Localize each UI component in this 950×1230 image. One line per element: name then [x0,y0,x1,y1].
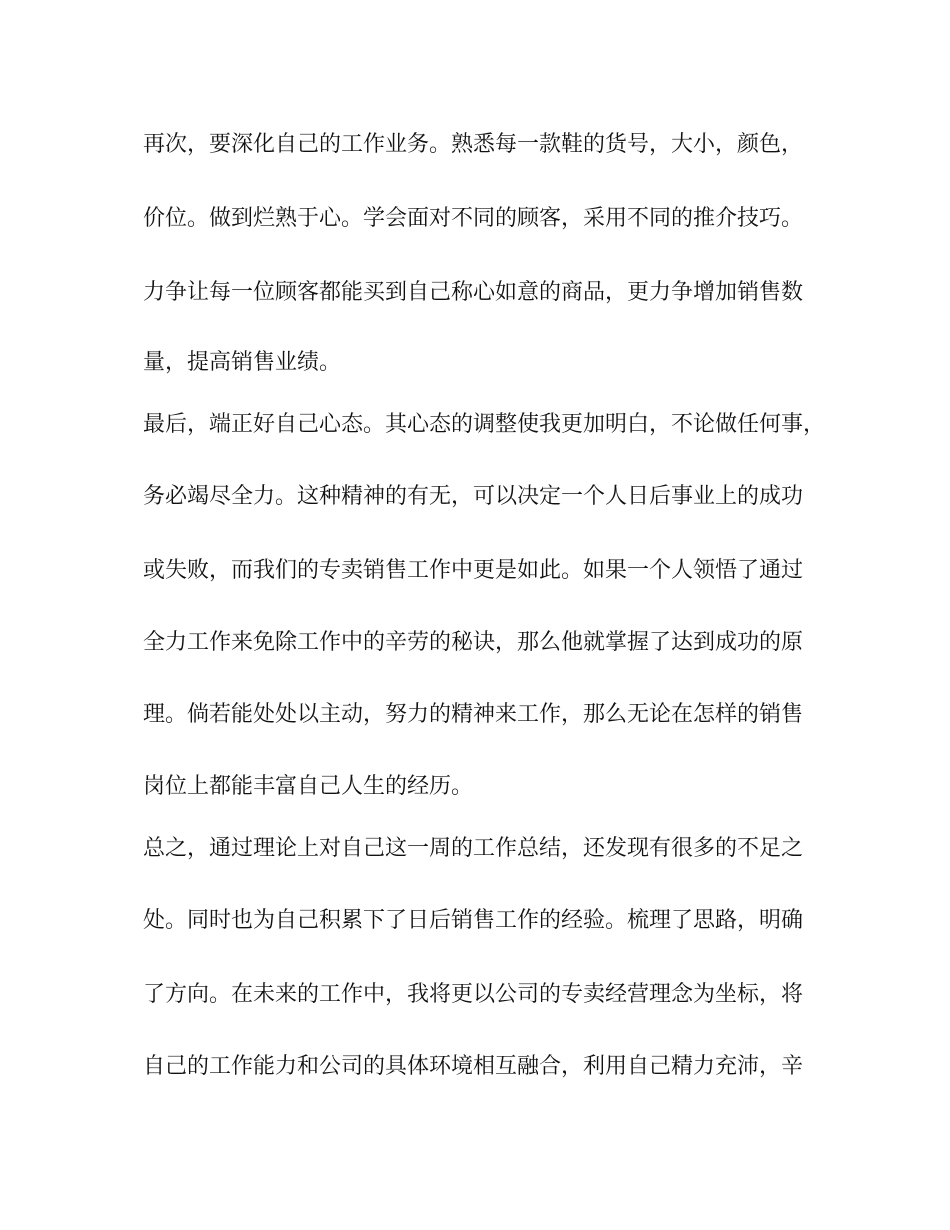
paragraph-2-line-6: 岗位上都能丰富自己人生的经历。 [143,774,474,799]
paragraph-2-line-3: 或失败，而我们的专卖销售工作中更是如此。如果一个人领悟了通过 [143,558,804,583]
paragraph-3-line-3: 了方向。在未来的工作中，我将更以公司的专卖经营理念为坐标，将 [143,982,804,1007]
paragraph-1-line-3: 力争让每一位顾客都能买到自己称心如意的商品，更力争增加销售数 [143,280,804,305]
paragraph-2-line-2: 务必竭尽全力。这种精神的有无，可以决定一个人日后事业上的成功 [143,484,804,509]
paragraph-1-line-1: 再次，要深化自己的工作业务。熟悉每一款鞋的货号，大小，颜色， [143,132,804,157]
paragraph-3-line-4: 自己的工作能力和公司的具体环境相互融合，利用自己精力充沛，辛 [143,1054,804,1079]
paragraph-1-line-4: 量，提高销售业绩。 [143,350,342,375]
paragraph-2-line-4: 全力工作来免除工作中的辛劳的秘诀，那么他就掌握了达到成功的原 [143,630,804,655]
paragraph-3-line-2: 处。同时也为自己积累下了日后销售工作的经验。梳理了思路，明确 [143,908,804,933]
paragraph-2-line-5: 理。倘若能处处以主动，努力的精神来工作，那么无论在怎样的销售 [143,702,804,727]
paragraph-2-line-1: 最后，端正好自己心态。其心态的调整使我更加明白，不论做任何事， [143,412,826,437]
paragraph-1-line-2: 价位。做到烂熟于心。学会面对不同的顾客，采用不同的推介技巧。 [143,206,804,231]
paragraph-3-line-1: 总之，通过理论上对自己这一周的工作总结，还发现有很多的不足之 [143,836,804,861]
